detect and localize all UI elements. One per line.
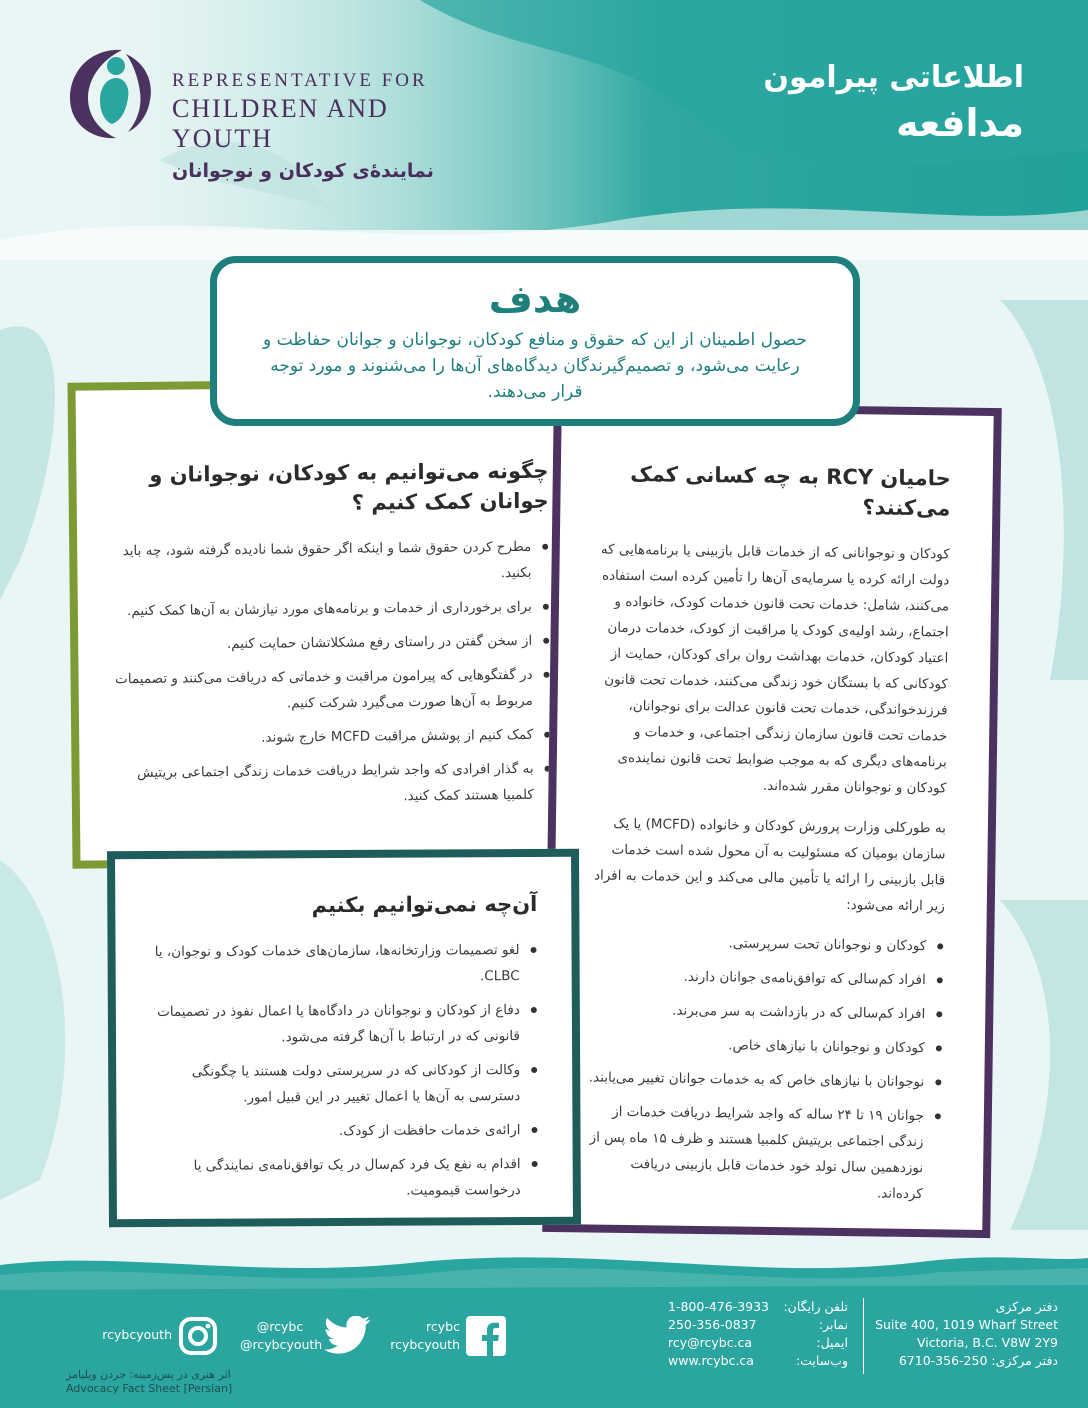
- facebook-handle-1: rcybc: [426, 1319, 460, 1334]
- instagram-link[interactable]: [96, 1316, 226, 1360]
- page-title-line1: اطلاعاتی پیرامون: [763, 60, 1024, 95]
- facebook-handle-2: rcybcyouth: [390, 1337, 460, 1352]
- email-label: ایمیل:: [816, 1335, 848, 1350]
- tollfree-number[interactable]: 1-800-476-3933: [668, 1299, 770, 1314]
- help-box: [67, 377, 588, 868]
- who-paragraph-2: به طورکلی وزارت پرورش کودکان و خانواده (MCFD) یا یک سازمان بومیان که مسئولیت به آن محول شده است خدمات قابل بازبینی را ارائه یا تأمین مالی می‌کند و این خدمات به افراد زیر ارائه می‌شود:: [593, 815, 947, 915]
- fax-label: نمابر:: [818, 1317, 848, 1332]
- web-label: وب‌سایت:: [795, 1353, 848, 1368]
- twitter-link[interactable]: [240, 1316, 374, 1360]
- list-item: دفاع از کودکان و نوجوانان در دادگاه‌ها یا اعمال نفوذ در تصمیمات قانونی که در ارتباط با آن‌ها گرفته می‌شود.: [146, 997, 520, 1051]
- list-item: افراد کم‌سالی که توافق‌نامه‌ی جوانان دارند.: [588, 962, 926, 993]
- cannot-box: [107, 849, 581, 1227]
- who-list: [585, 928, 945, 1207]
- email-link[interactable]: rcy@rcybc.ca: [668, 1335, 753, 1350]
- instagram-icon: [178, 1316, 218, 1356]
- footer-divider: [863, 1298, 864, 1374]
- brand-name-line2: CHILDREN AND YOUTH: [172, 94, 389, 153]
- list-item: مطرح کردن حقوق شما و اینکه اگر حقوق شما نادیده گرفته شود، چه باید بکنید.: [107, 534, 532, 590]
- list-item: اقدام به نفع یک فرد کم‌سال در یک توافق‌نامه‌ی نمایندگی یا درخواست قیمومیت.: [147, 1151, 521, 1205]
- list-item: وکالت از کودکانی که در سرپرستی دولت هستند یا چگونگی دسترسی به آن‌ها یا اعمال تغییر در این قبیل امور.: [146, 1057, 520, 1111]
- facebook-link[interactable]: [388, 1316, 518, 1360]
- artwork-credit: [66, 1368, 232, 1396]
- office-address: [868, 1298, 1058, 1370]
- credit-line2: Advocacy Fact Sheet [Persian]: [66, 1382, 233, 1395]
- twitter-handle-1: @rcybc: [256, 1319, 304, 1334]
- goal-heading: هدف: [488, 277, 582, 321]
- brand-name-line1: REPRESENTATIVE FOR: [172, 70, 428, 91]
- brand-logo: [64, 40, 484, 182]
- list-item: ارائه‌ی خدمات حافظت از کودک.: [146, 1117, 520, 1145]
- office-phone: دفتر مرکزی: 250-356-6710: [898, 1353, 1058, 1368]
- list-item: کودکان و نوجوانان تحت سرپرستی.: [588, 928, 926, 959]
- cannot-heading: آن‌چه نمی‌توانیم بکنیم: [311, 891, 538, 918]
- goal-text: حصول اطمینان از این که حقوق و منافع کودکان، نوجوانان و جوانان حفاظت و رعایت می‌شود، و تصمیم‌گیرندگان دیدگاه‌های آن‌ها را می‌شنوند و مورد توجه قرار می‌دهند.: [262, 330, 807, 402]
- who-heading: حامیان RCY به چه کسانی کمک می‌کنند؟: [629, 461, 951, 521]
- list-item: برای برخورداری از خدمات و برنامه‌های مورد نیازشان به آن‌ها کمک کنیم.: [108, 594, 532, 624]
- list-item: کمک کنیم از پوشش مراقبت MCFD خارج شوند.: [109, 722, 533, 752]
- who-box: [542, 402, 1002, 1238]
- twitter-handle-2: @rcybcyouth: [240, 1337, 323, 1352]
- credit-line1: اثر هنری در پس‌زمینه: جردن ویلیامز: [66, 1368, 231, 1381]
- rcy-logo-icon: [64, 44, 156, 144]
- address-line1: Suite 400, 1019 Wharf Street: [875, 1317, 1058, 1332]
- address-line2: Victoria, B.C. V8W 2Y9: [917, 1335, 1058, 1350]
- list-item: نوجوانان با نیازهای خاص که به خدمات جوانان تغییر می‌یابند.: [586, 1064, 924, 1095]
- brand-name-persian: نمایندۀی کودکان و نوجوانان: [172, 160, 434, 182]
- goal-box: [210, 256, 860, 426]
- fax-number: 250-356-0837: [668, 1317, 757, 1332]
- instagram-handle: rcybcyouth: [102, 1327, 172, 1342]
- list-item: جوانان ۱۹ تا ۲۴ ساله که واجد شرایط دریافت خدمات از زندگی اجتماعی بریتیش کلمبیا هستند و ظرف ۱۵ ماه پس از نوزدهمین سال تولد خود خدمات قابل بازبینی دریافت کرده‌اند.: [585, 1098, 924, 1207]
- contact-numbers: [668, 1298, 848, 1370]
- list-item: از سخن گفتن در راستای رفع مشکلاتشان حمایت کنیم.: [108, 628, 532, 658]
- list-item: لغو تصمیمات وزارتخانه‌ها، سازمان‌های خدمات کودک و نوجوان، یا CLBC.: [145, 937, 519, 991]
- facebook-icon: [466, 1316, 506, 1356]
- list-item: افراد کم‌سالی که در بازداشت به سر می‌برند.: [587, 996, 925, 1027]
- list-item: به گذار افرادی که واجد شرایط دریافت خدمات زندگی اجتماعی بریتیش کلمبیا هستند کمک کنید.: [109, 756, 534, 812]
- list-item: در گفتگوهایی که پیرامون مراقبت و خدماتی که دریافت می‌کنند و تصمیمات مربوط به آن‌ها صورت می‌گیرد شرکت کنیم.: [108, 662, 533, 718]
- cannot-list: [145, 937, 538, 1205]
- tollfree-label: تلفن رایگان:: [783, 1299, 848, 1314]
- website-link[interactable]: www.rcybc.ca: [668, 1353, 754, 1368]
- twitter-icon: [324, 1316, 372, 1356]
- page-title-line2: مدافعه: [896, 101, 1024, 145]
- who-paragraph-1: کودکان و نوجوانانی که از خدمات قابل بازبینی یا برنامه‌هایی که دولت ارائه کرده یا سرمایه‌ی آن‌ها را تأمین کرده است استفاده می‌کنند، شامل: خدمات تحت قانون خدمات کودک، خانواده و اجتماع، رشد اولیه‌ی کودک یا مراقبت از کودک، خدمات درمان اعتیاد کودکان، خدمات بهداشت روان برای کودکان، حمایت از کودکانی که با بستگان خود زندگی می‌کنند، خدمات تحت قانون فرزندخواندگی، خدمات تحت قانون عدالت برای نوجوانان، خدمات تحت قانون سازمان زندگی اجتماعی، و خدمات و برنامه‌های دیگری که به موجب ضوابط تحت قانون نماینده‌ی کودکان و نوجوانان مقرر شده‌اند.: [600, 541, 950, 797]
- page-title: [763, 60, 1024, 145]
- list-item: کودکان و نوجوانان با نیازهای خاص.: [587, 1030, 925, 1061]
- office-label: دفتر مرکزی: [995, 1299, 1058, 1314]
- help-heading: چگونه می‌توانیم به کودکان، نوجوانان و جوانان کمک کنیم ؟: [149, 458, 549, 515]
- help-list: [107, 534, 552, 813]
